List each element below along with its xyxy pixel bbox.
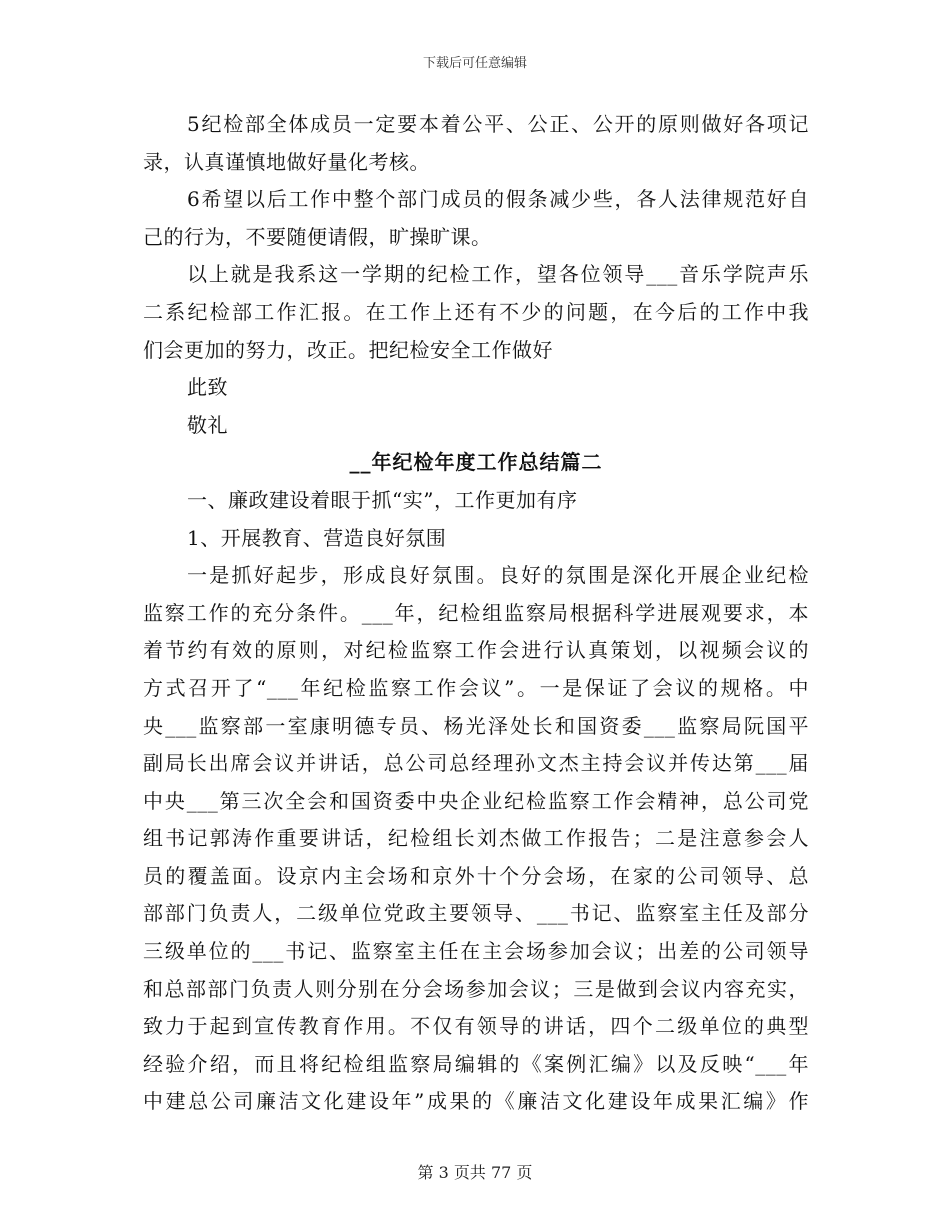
text-line: 副局长出席会议并讲话，总公司总经理孙文杰主持会议并传达第___届 [143,751,809,776]
text-line: 经验介绍，而且将纪检组监察局编辑的《案例汇编》以及反映“___年 [143,1051,809,1076]
document-body [143,106,809,1121]
page-number: 第 3 页共 77 页 [417,1163,533,1182]
text-line: 方式召开了“___年纪检监察工作会议”。一是保证了会议的规格。中 [143,675,809,700]
text-line: 中建总公司廉洁文化建设年”成果的《廉洁文化建设年成果汇编》作 [143,1089,809,1114]
text-line: 部部门负责人，二级单位党政主要领导、___书记、监察室主任及部分 [143,901,809,926]
text-line: 5纪检部全体成员一定要本着公平、公正、公开的原则做好各项记 [187,112,809,136]
text-line: 央___监察部一室康明德专员、杨光泽处长和国资委___监察局阮国平 [143,713,809,738]
text-line: 一、廉政建设着眼于抓“实”，工作更加有序 [187,487,578,512]
text-line: 们会更加的努力，改正。把纪检安全工作做好 [143,337,553,362]
page-header: 下载后可任意编辑 [422,56,527,71]
section-heading: __年纪检年度工作总结篇二 [349,450,603,475]
text-line: 此致 [187,375,228,400]
text-line: 以上就是我系这一学期的纪检工作，望各位领导___音乐学院声乐 [187,262,809,287]
text-line: 一是抓好起步，形成良好氛围。良好的氛围是深化开展企业纪检 [187,563,809,588]
text-line: 1、开展教育、营造良好氛围 [187,525,447,550]
text-line: 组书记郭涛作重要讲话，纪检组长刘杰做工作报告；二是注意参会人 [143,826,809,851]
text-line: 和总部部门负责人则分别在分会场参加会议；三是做到会议内容充实， [143,976,809,1001]
text-line: 着节约有效的原则，对纪检监察工作会进行认真策划，以视频会议的 [143,638,809,663]
text-line: 致力于起到宣传教育作用。不仅有领导的讲话，四个二级单位的典型 [143,1014,809,1039]
text-line: 监察工作的充分条件。___年，纪检组监察局根据科学进展观要求，本 [143,600,809,625]
text-line: 三级单位的___书记、监察室主任在主会场参加会议；出差的公司领导 [143,939,809,964]
text-line: 中央___第三次全会和国资委中央企业纪检监察工作会精神，总公司党 [143,788,809,813]
text-line: 二系纪检部工作汇报。在工作上还有不少的问题，在今后的工作中我 [143,299,809,324]
text-line: 员的覆盖面。设京内主会场和京外十个分会场，在家的公司领导、总 [143,863,809,888]
text-line: 录，认真谨慎地做好量化考核。 [143,149,430,174]
text-line: 己的行为，不要随便请假，旷操旷课。 [143,224,492,249]
text-line: 敬礼 [187,412,228,437]
text-line: 6希望以后工作中整个部门成员的假条减少些，各人法律规范好自 [187,187,809,212]
